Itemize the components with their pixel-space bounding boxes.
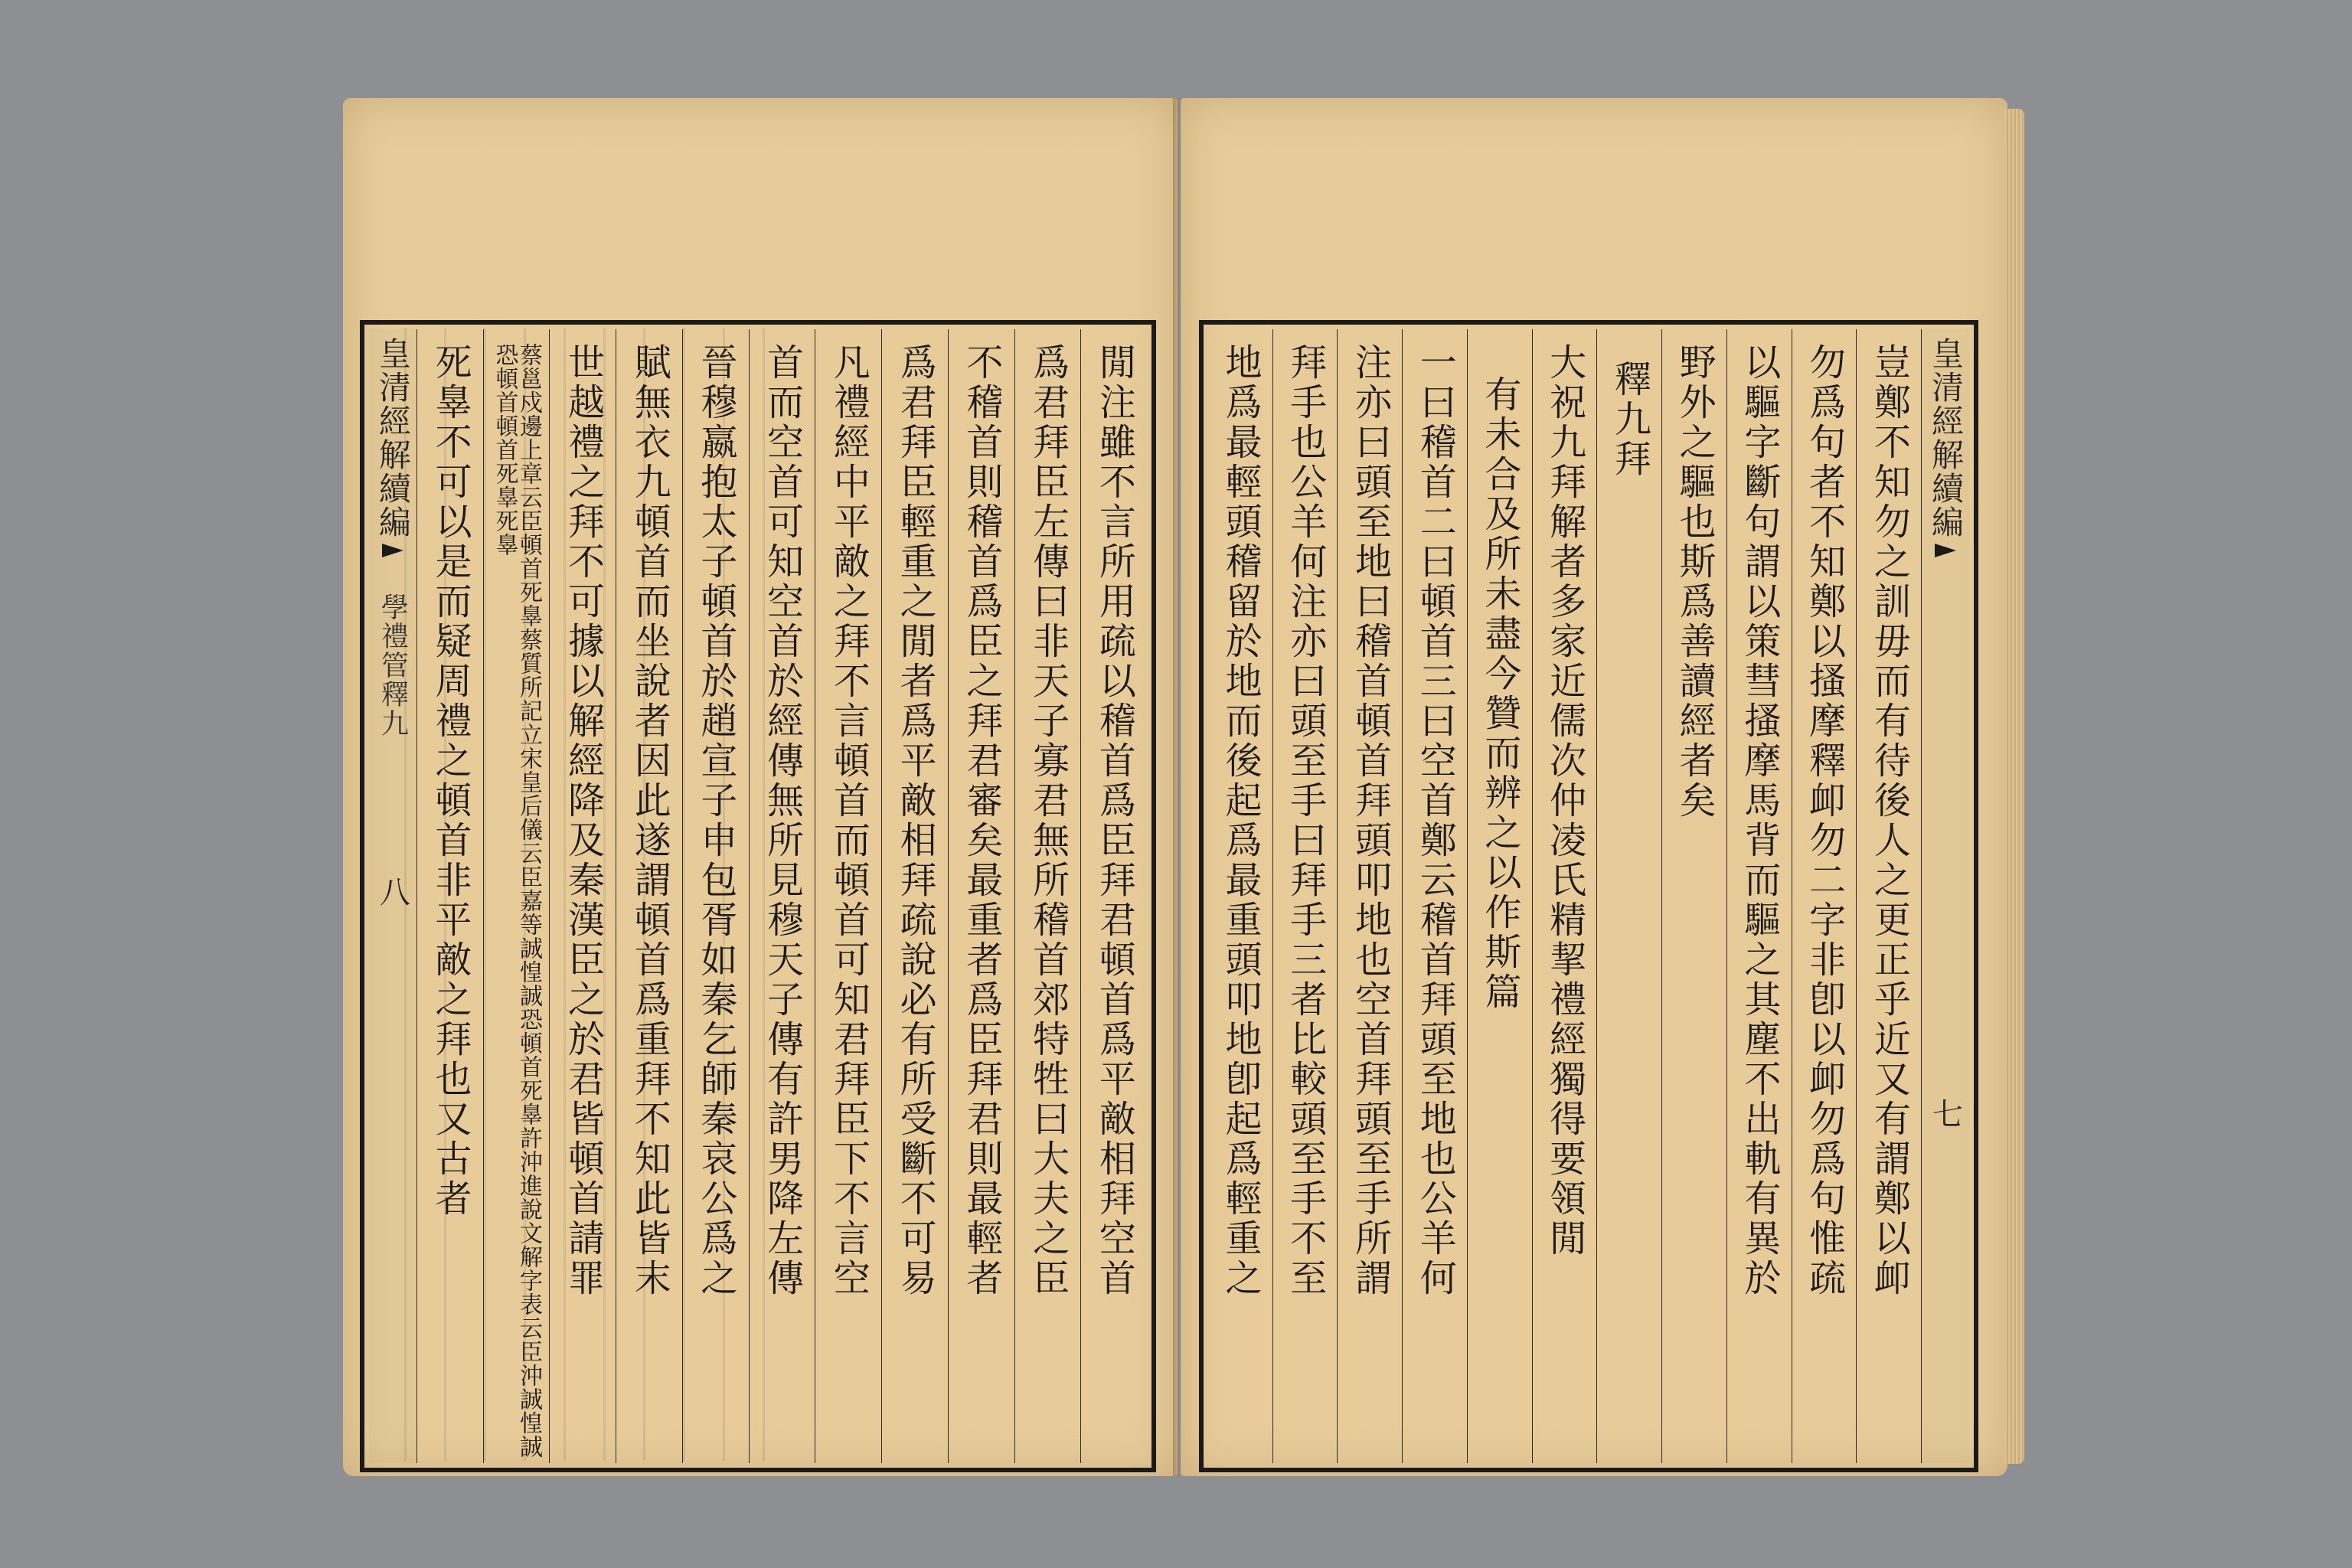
text-column: 拜手也公羊何注亦曰頭至手曰拜手三者比較頭至手不至 (1283, 343, 1327, 1298)
text-column: 死辠不可以是而疑周禮之頓首非平敵之拜也又古者 (428, 343, 472, 1219)
left-text-frame (360, 320, 1156, 1472)
left-margin-column (369, 329, 416, 1463)
page-edges (2004, 109, 2024, 1464)
text-column: 爲君拜臣輕重之閒者爲平敵相拜疏說必有所受斷不可易 (893, 343, 937, 1298)
text-column: 晉穆嬴抱太子頓首於趙宣子申包胥如秦乞師秦哀公爲之 (694, 343, 737, 1298)
text-column: 凡禮經中平敵之拜不言頓首而頓首可知君拜臣下不言空 (827, 343, 871, 1298)
margin-section: 學禮管釋九 (377, 593, 409, 738)
text-column: 野外之驅也斯爲善讀經者矣 (1673, 343, 1717, 821)
text-column: 不稽首則稽首爲臣之拜君審矣最重者爲臣拜君則最輕者 (959, 343, 1003, 1298)
right-text-frame (1199, 320, 1978, 1472)
right-margin-column (1921, 329, 1969, 1463)
text-column: 大祝九拜解者多家近儒次仲凌氏精挈禮經獨得要領閒 (1543, 343, 1586, 1259)
text-column: 爲君拜臣左傳曰非天子寡君無所稽首郊特牲曰大夫之臣 (1026, 343, 1070, 1298)
open-book (343, 98, 2024, 1476)
margin-title: 皇清經解續編 (374, 337, 412, 539)
text-column: 世越禮之拜不可據以解經降及秦漢臣之於君皆頓首請罪 (561, 343, 605, 1298)
text-column: 賦無衣九頓首而坐說者因此遂謂頓首爲重拜不知此皆末 (628, 343, 671, 1298)
text-column: 地爲最輕頭稽留於地而後起爲最重頭叩地卽起爲輕重之 (1218, 343, 1262, 1298)
margin-title: 皇清經解續編 (1927, 337, 1965, 539)
folio-number: 八 (374, 876, 410, 906)
text-column: 豈鄭不知勿之訓毋而有待後人之更正乎近又有謂鄭以卹 (1867, 343, 1911, 1298)
right-page (1181, 98, 2007, 1476)
text-column: 注亦曰頭至地曰稽首頓首拜頭叩地也空首拜頭至手所謂 (1348, 343, 1392, 1298)
fish-tail-mark (1935, 544, 1956, 557)
text-column: 首而空首可知空首於經傳無所見穆天子傳有許男降左傳 (760, 343, 804, 1298)
text-column: 以驅字斷句謂以策彗搔摩馬背而驅之其塵不出軌有異於 (1737, 343, 1781, 1298)
text-column-small: 蔡邕戍邊上章云臣頓首死辠蔡質所記立宋皇后儀云臣嘉等誠惶誠恐頓首死辠許沖進說文解字表云臣沖誠惶誠恐頓首頓首死辠死辠 (491, 343, 543, 1459)
text-column: 閒注雖不言所用疏以稽首爲臣拜君頓首爲平敵相拜空首 (1093, 343, 1136, 1298)
section-heading: 釋九拜 (1608, 360, 1651, 479)
text-column: 有未合及所未盡今贊而辨之以作斯篇 (1478, 375, 1521, 1012)
fish-tail-mark (382, 544, 403, 557)
text-column: 勿爲句者不知鄭以搔摩釋卹勿二字非卽以卹勿爲句惟疏 (1802, 343, 1846, 1298)
folio-number: 七 (1927, 1098, 1963, 1129)
left-page (343, 98, 1178, 1476)
text-column: 一曰稽首二曰頓首三曰空首鄭云稽首拜頭至地也公羊何 (1413, 343, 1457, 1298)
